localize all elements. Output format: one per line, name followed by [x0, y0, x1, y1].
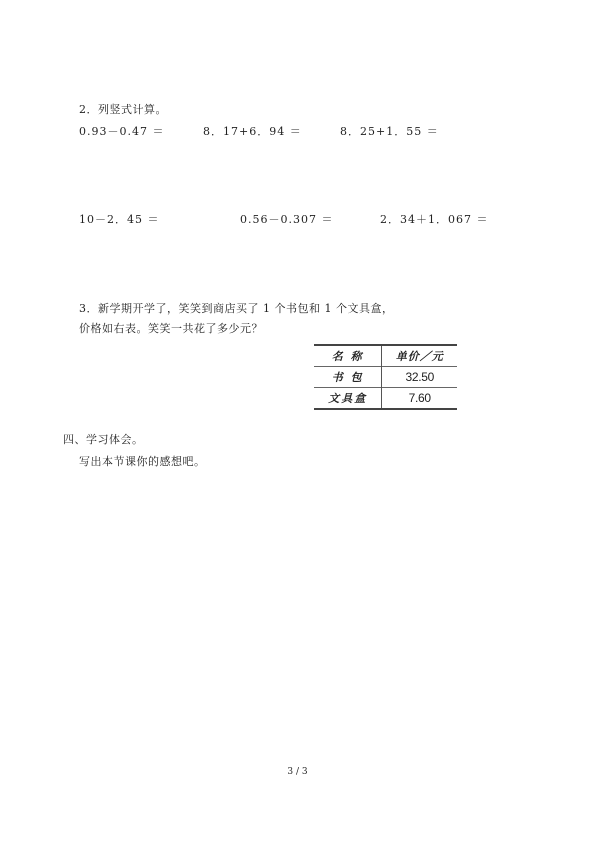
table-cell-item: 文具盒: [314, 388, 382, 410]
section3-question: 价格如右表。笑笑一共花了多少元？: [79, 322, 263, 335]
calc-expression: 8．17+6．94 ＝: [203, 125, 302, 138]
calc-expression: 0.93－0.47 ＝: [79, 125, 165, 138]
section4-title: 四、学习体会。: [63, 433, 144, 446]
table-cell-price: 32.50: [382, 367, 457, 388]
calc-expression: 2．34＋1．067 ＝: [380, 213, 489, 226]
table-header-name: 名 称: [314, 345, 382, 367]
calc-expression: 0.56－0.307 ＝: [240, 213, 334, 226]
calc-expression: 10－2．45 ＝: [79, 213, 160, 226]
section2-title: 2．列竖式计算。: [79, 103, 167, 116]
table-row: [314, 367, 457, 388]
table-header-price: 单价／元: [395, 350, 444, 363]
table-cell-item: 书 包: [314, 367, 382, 388]
table-cell-price: 7.60: [382, 388, 457, 410]
section3-title: 3．新学期开学了，笑笑到商店买了 1 个书包和 1 个文具盒，: [79, 302, 394, 315]
calc-expression: 8．25+1．55 ＝: [340, 125, 439, 138]
price-table: [314, 344, 457, 410]
page-number: 3 / 3: [287, 767, 308, 777]
table-header-row: [314, 345, 457, 367]
table-row: [314, 388, 457, 410]
section4-prompt: 写出本节课你的感想吧。: [79, 455, 206, 468]
